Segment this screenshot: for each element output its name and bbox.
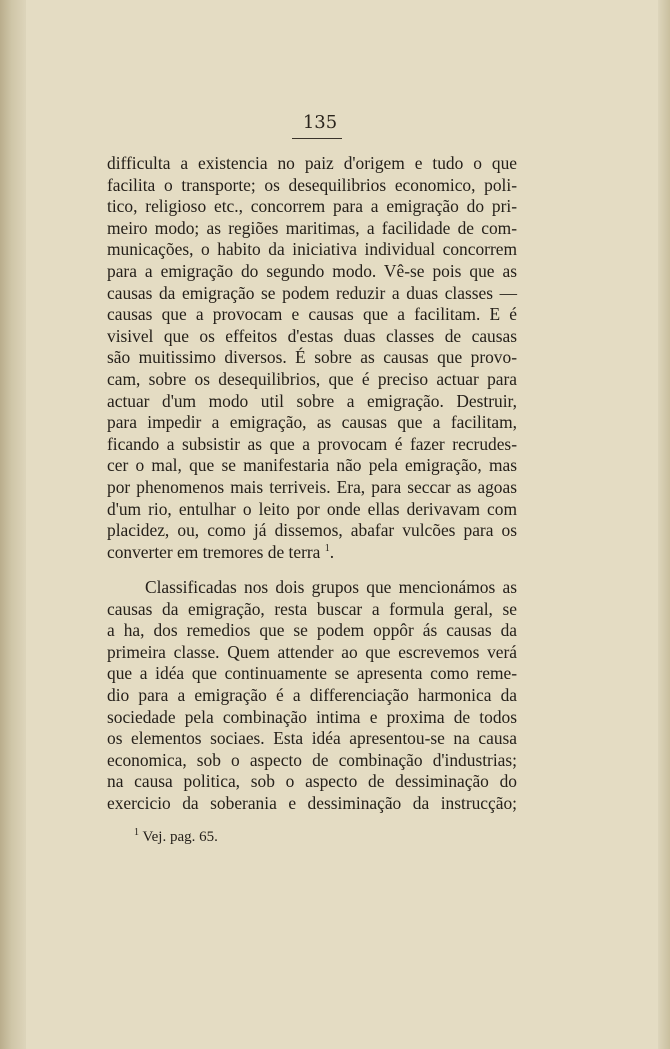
text-line: d'um rio, entulhar o leito por onde ellas derivavam com (107, 498, 517, 519)
text-line: na causa politica, sob o aspecto de dessiminação do (107, 771, 517, 792)
text-line: placidez, ou, como já dissemos, abafar vulcões para os (107, 520, 517, 541)
text-line-content: converter em tremores de terra (107, 541, 321, 562)
text-line: a ha, dos remedios que se podem oppôr ás causas da (107, 620, 517, 641)
sentence-end: . (329, 541, 335, 562)
text-line: tico, religioso etc., concorrem para a emigração do pri- (107, 196, 517, 217)
text-line: por phenomenos mais terriveis. Era, para seccar as agoas (107, 476, 517, 497)
text-line-last (107, 542, 517, 564)
text-line: municações, o habito da iniciativa individual concorrem (107, 239, 517, 260)
book-spine (0, 0, 26, 1049)
text-line: dio para a emigração é a differenciação harmonica da (107, 684, 517, 705)
footnote (134, 829, 218, 846)
text-line: sociedade pela combinação intima e proxima de todos (107, 706, 517, 727)
text-line: causas que a provocam e causas que a facilitam. E é (107, 304, 517, 325)
footnote-mark: 1 (134, 827, 139, 838)
text-line: visivel que os effeitos d'estas duas classes de causas (107, 325, 517, 346)
text-line: exercicio da soberania e dessiminação da instrucção; (107, 792, 517, 813)
page-number: 135 (302, 112, 338, 133)
text-line: causas da emigração se podem reduzir a duas classes — (107, 282, 517, 303)
text-line: economica, sob o aspecto de combinação d'industrias; (107, 749, 517, 770)
page-edge (658, 0, 670, 1049)
footnote-text: Vej. pag. 65. (142, 829, 218, 845)
text-line: actuar d'um modo util sobre a emigração. Destruir, (107, 390, 517, 411)
text-line: primeira classe. Quem attender ao que escrevemos verá (107, 641, 517, 662)
text-line: cer o mal, que se manifestaria não pela emigração, mas (107, 455, 517, 476)
text-line: os elementos sociaes. Esta idéa apresentou-se na causa (107, 728, 517, 749)
text-line: para impedir a emigração, as causas que a facilitam, (107, 412, 517, 433)
paragraph-1 (107, 153, 517, 563)
text-line: são muitissimo diversos. É sobre as causas que provo- (107, 347, 517, 368)
text-line: facilita o transporte; os desequilibrios economico, poli- (107, 174, 517, 195)
page-number-rule (292, 138, 342, 139)
text-line: cam, sobre os desequilibrios, que é preciso actuar para (107, 368, 517, 389)
text-line: ficando a subsistir as que a provocam é fazer recrudes- (107, 433, 517, 454)
text-line: Classificadas nos dois grupos que mencionámos as (145, 577, 517, 597)
footnote-reference: 1 (324, 542, 330, 554)
text-line: causas da emigração, resta buscar a formula geral, se (107, 598, 517, 619)
text-line: difficulta a existencia no paiz d'origem e tudo o que (107, 153, 517, 173)
text-line: meiro modo; as regiões maritimas, a facilidade de com- (107, 217, 517, 238)
text-line: para a emigração do segundo modo. Vê-se pois que as (107, 260, 517, 281)
paragraph-2 (107, 577, 517, 815)
text-line: que a idéa que continuamente se apresenta como reme- (107, 663, 517, 684)
